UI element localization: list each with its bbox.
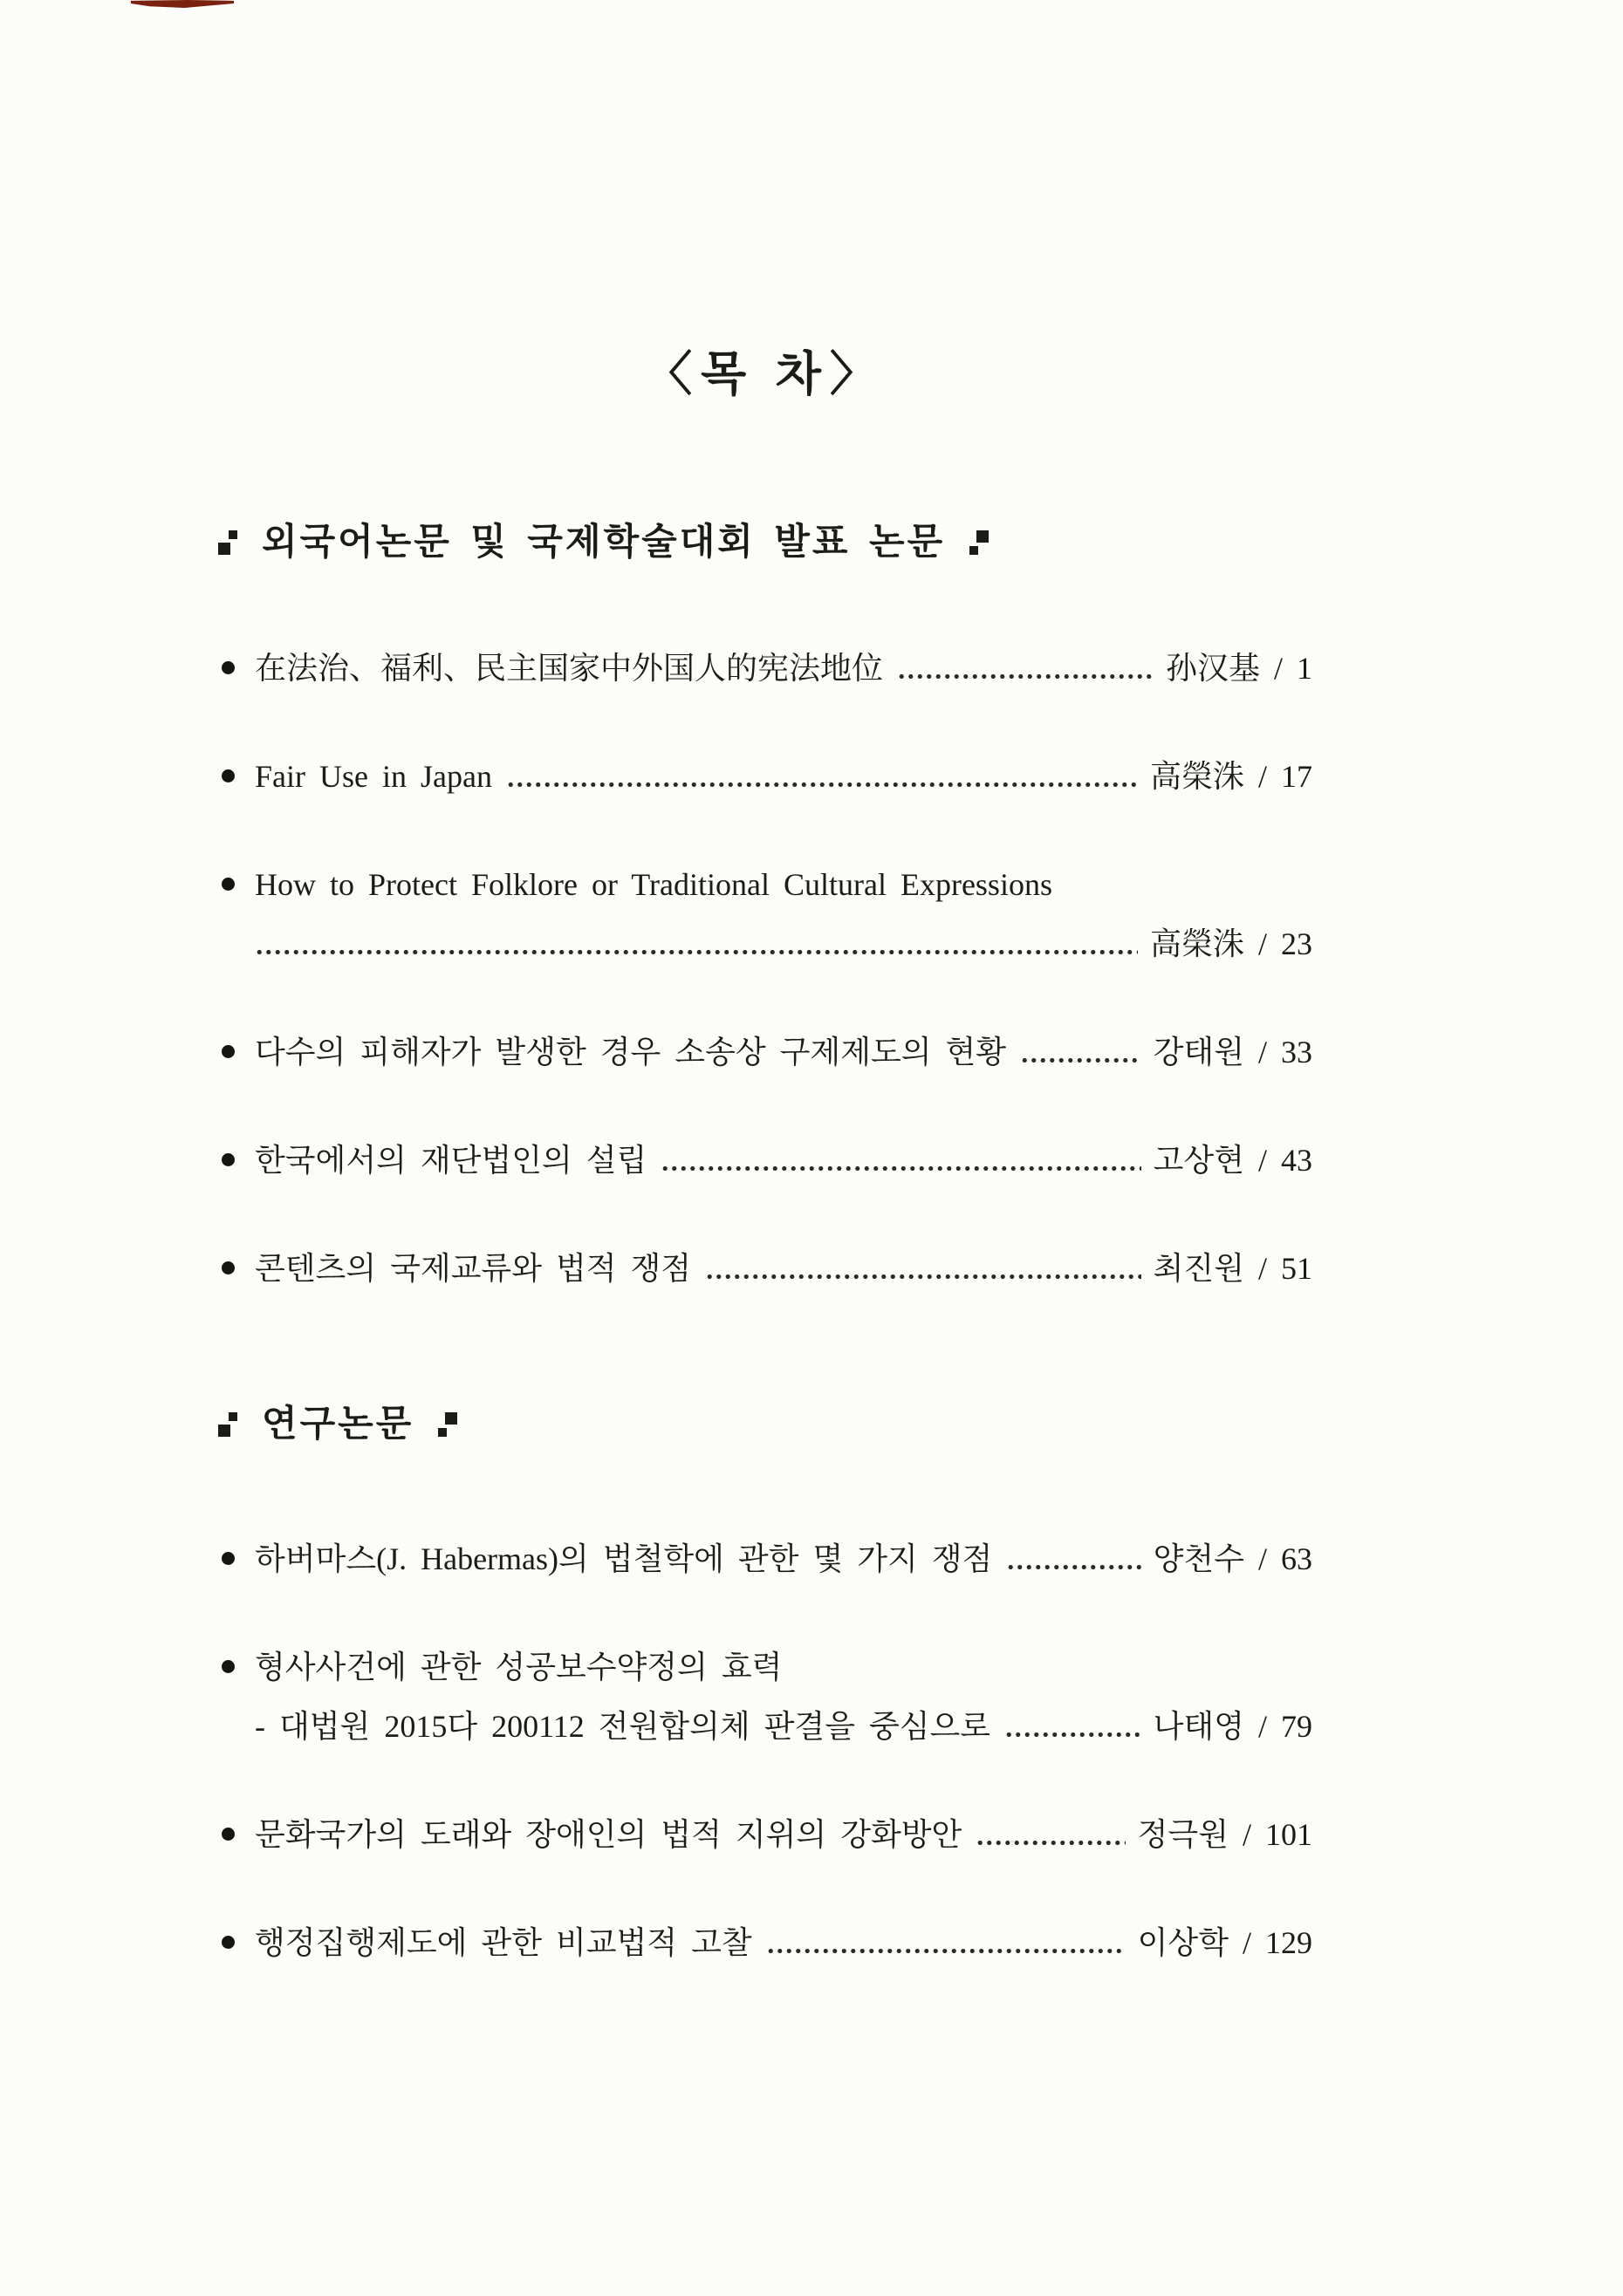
item-title: 다수의 피해자가 발생한 경우 소송상 구제제도의 현황 (255, 1035, 1007, 1069)
toc-item (218, 1029, 1312, 1075)
page-number: 43 (1281, 1143, 1312, 1178)
toc-item (218, 646, 1312, 691)
bullet-icon (222, 1261, 235, 1274)
dot-leader (976, 1841, 1125, 1845)
bullet-icon (222, 1828, 235, 1841)
author-name: 고상현 (1153, 1143, 1244, 1178)
bullet-icon (222, 769, 235, 782)
toc-item (218, 1536, 1312, 1582)
bullet-icon (222, 1552, 235, 1565)
bracket-ornament-right-icon (968, 527, 989, 558)
dot-leader (897, 674, 1154, 679)
page-content (218, 0, 1312, 1965)
section-title: 연구논문 (262, 1404, 414, 1445)
author-name: 강태원 (1153, 1035, 1244, 1069)
page-number: 79 (1281, 1709, 1312, 1744)
item-title: Fair Use in Japan (255, 759, 492, 794)
dot-leader (705, 1274, 1141, 1279)
item-title: 문화국가의 도래와 장애인의 법적 지위의 강화방안 (255, 1817, 962, 1852)
separator: / (1257, 926, 1267, 961)
separator: / (1257, 1541, 1267, 1576)
separator: / (1257, 759, 1267, 794)
toc-item (218, 754, 1312, 799)
dot-leader (1004, 1732, 1141, 1737)
separator: / (1257, 1035, 1267, 1069)
bullet-icon (222, 878, 235, 891)
separator: / (1257, 1251, 1267, 1286)
author-name: 孙汉基 (1165, 651, 1260, 686)
dot-leader (661, 1166, 1140, 1171)
section-header-research-papers (218, 1400, 1312, 1449)
toc-item (218, 1920, 1312, 1965)
bracket-ornament-left-icon (218, 1409, 239, 1440)
section-items (218, 646, 1312, 1291)
page-number: 101 (1265, 1817, 1312, 1852)
item-title: 하버마스(J. Habermas)의 법철학에 관한 몇 가지 쟁점 (255, 1541, 993, 1576)
author-name: 高榮洙 (1149, 926, 1244, 961)
section-title: 외국어논문 및 국제학술대회 발표 논문 (262, 523, 946, 563)
dot-leader (255, 950, 1138, 954)
dot-leader (766, 1949, 1126, 1953)
bracket-ornament-left-icon (218, 527, 239, 558)
dot-leader (1020, 1058, 1141, 1063)
page-number: 1 (1297, 651, 1312, 686)
toc-item (218, 1138, 1312, 1183)
separator: / (1257, 1143, 1267, 1178)
separator: / (1242, 1817, 1251, 1852)
author-name: 나태영 (1153, 1709, 1244, 1744)
author-name: 高榮洙 (1149, 759, 1244, 794)
item-title: 한국에서의 재단법인의 설립 (255, 1143, 647, 1178)
section-items (218, 1536, 1312, 1965)
page-title: 〈목 차〉 (645, 348, 886, 400)
item-title: 형사사건에 관한 성공보수약정의 효력 (255, 1650, 783, 1684)
separator: / (1273, 651, 1283, 686)
toc-item (218, 1246, 1312, 1291)
toc-item (218, 1644, 1312, 1749)
bullet-icon (222, 1936, 235, 1949)
bullet-icon (222, 1153, 235, 1166)
page-number: 51 (1281, 1251, 1312, 1286)
author-name: 최진원 (1153, 1251, 1244, 1286)
dot-leader (1006, 1565, 1140, 1569)
item-title: How to Protect Folklore or Traditional Cultural Expressions (255, 867, 1052, 902)
bullet-icon (222, 1045, 235, 1058)
author-name: 양천수 (1153, 1541, 1244, 1576)
page-number: 23 (1281, 926, 1312, 961)
bracket-ornament-right-icon (436, 1409, 457, 1440)
bullet-icon (222, 661, 235, 674)
toc-item (218, 862, 1312, 967)
separator: / (1257, 1709, 1267, 1744)
item-subtitle: - 대법원 2015다 200112 전원합의체 판결을 중심으로 (255, 1709, 991, 1744)
page-number: 17 (1281, 759, 1312, 794)
item-title: 콘텐츠의 국제교류와 법적 쟁점 (255, 1251, 692, 1286)
page-number: 63 (1281, 1541, 1312, 1576)
item-title: 在法治、福利、民主国家中外国人的宪法地位 (255, 651, 884, 686)
page-number: 33 (1281, 1035, 1312, 1069)
separator: / (1242, 1925, 1251, 1960)
bullet-icon (222, 1660, 235, 1673)
toc-item (218, 1812, 1312, 1857)
page-number: 129 (1265, 1925, 1312, 1960)
author-name: 정극원 (1137, 1817, 1229, 1852)
section-header-foreign-papers (218, 518, 1312, 567)
item-title: 행정집행제도에 관한 비교법적 고찰 (255, 1925, 752, 1960)
author-name: 이상학 (1137, 1925, 1229, 1960)
dot-leader (506, 782, 1138, 787)
